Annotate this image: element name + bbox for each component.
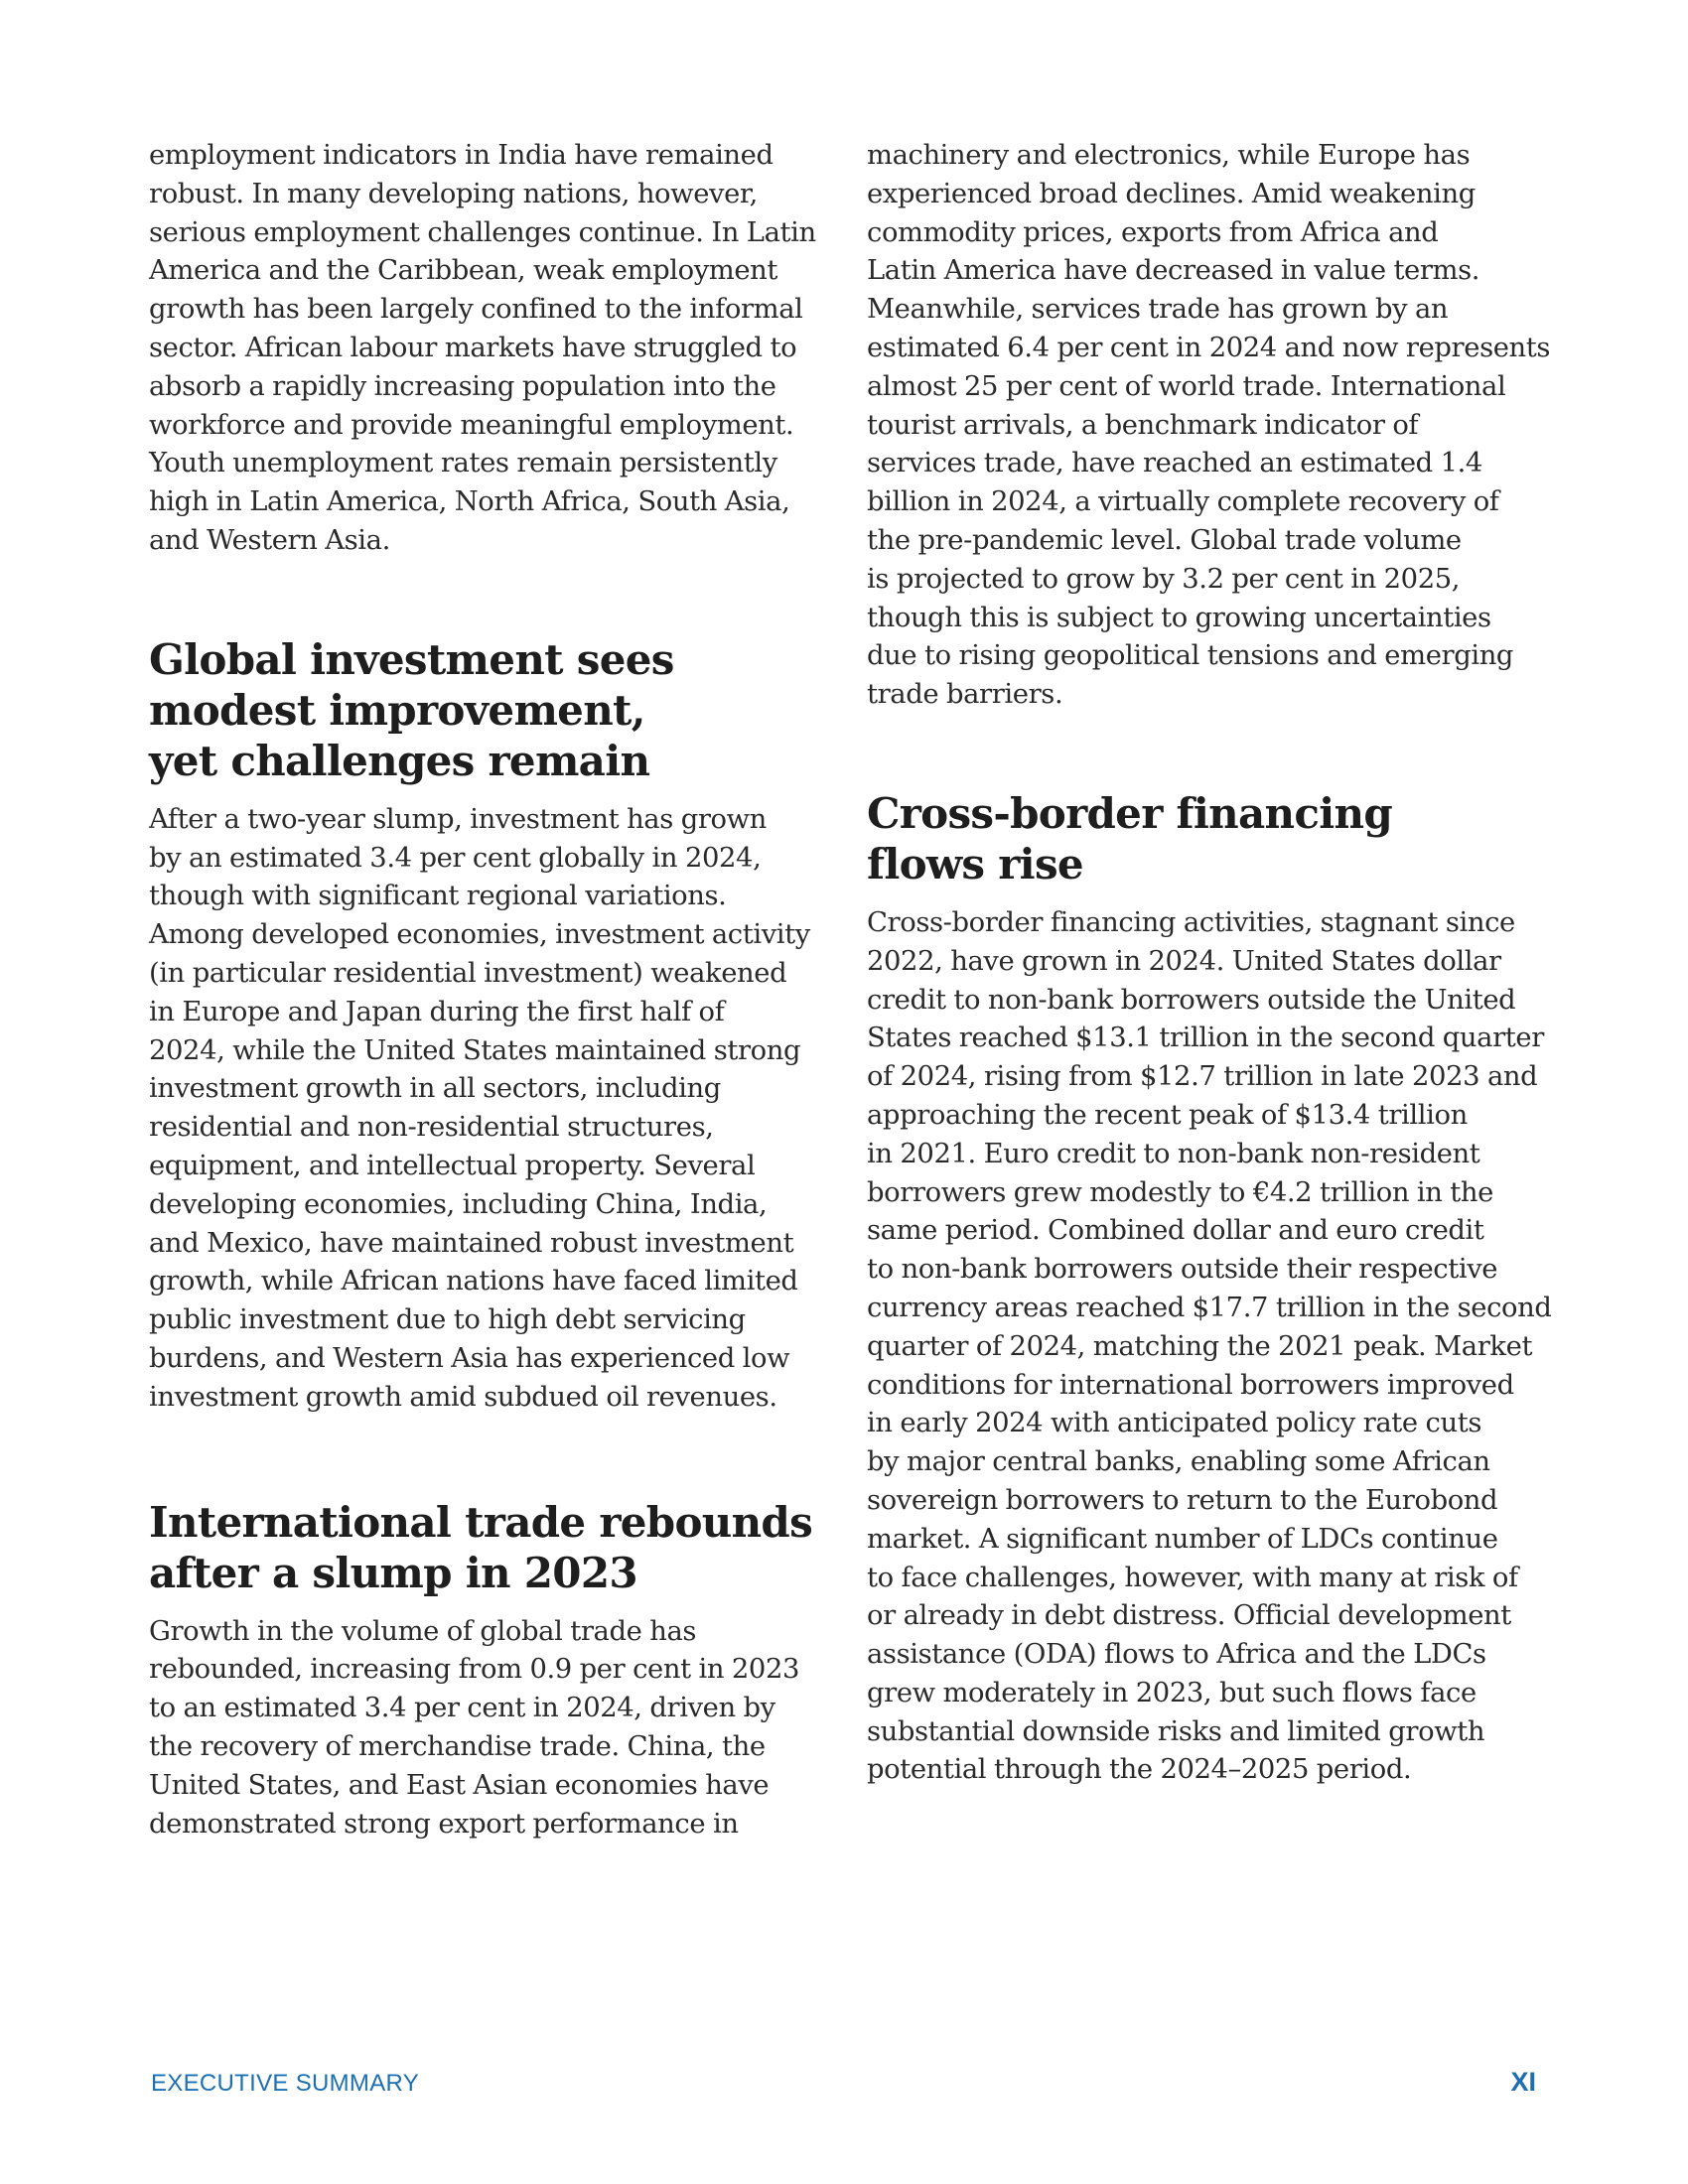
text-line: same period. Combined dollar and euro credit bbox=[867, 1215, 1484, 1247]
text-line: 2022, have grown in 2024. United States dollar bbox=[867, 945, 1501, 977]
text-line: in 2021. Euro credit to non-bank non-resident bbox=[867, 1138, 1480, 1169]
text-line: machinery and electronics, while Europe has bbox=[867, 140, 1471, 171]
text-line: Among developed economies, investment activity bbox=[149, 919, 810, 951]
text-line: and Western Asia. bbox=[149, 524, 390, 556]
text-line: sector. African labour markets have struggled to bbox=[149, 332, 797, 363]
text-line: employment indicators in India have remained bbox=[149, 140, 774, 171]
footer-section-label: EXECUTIVE SUMMARY bbox=[151, 2070, 420, 2097]
text-line: to face challenges, however, with many at risk of bbox=[867, 1562, 1518, 1593]
text-line: residential and non-residential structures, bbox=[149, 1112, 714, 1144]
text-line: growth has been largely confined to the informal bbox=[149, 294, 803, 326]
text-line: States reached $13.1 trillion in the second quarter bbox=[867, 1023, 1544, 1054]
text-line: by an estimated 3.4 per cent globally in 2024, bbox=[149, 842, 762, 874]
text-line: tourist arrivals, a benchmark indicator of bbox=[867, 409, 1419, 441]
text-line: grew moderately in 2023, but such flows face bbox=[867, 1677, 1477, 1708]
text-line: After a two-year slump, investment has grown bbox=[149, 803, 767, 835]
text-line: Youth unemployment rates remain persistently bbox=[149, 448, 777, 479]
text-line: in early 2024 with anticipated policy rate cuts bbox=[867, 1408, 1481, 1439]
text-line: commodity prices, exports from Africa and bbox=[867, 216, 1439, 248]
trade-heading bbox=[149, 1497, 824, 1598]
text-line: sovereign borrowers to return to the Eurobond bbox=[867, 1484, 1498, 1516]
text-line: or already in debt distress. Official development bbox=[867, 1600, 1511, 1632]
page-number: XI bbox=[1510, 2067, 1536, 2097]
financing-heading bbox=[867, 788, 1552, 889]
text-line: and Mexico, have maintained robust investment bbox=[149, 1227, 794, 1259]
text-line: estimated 6.4 per cent in 2024 and now represents bbox=[867, 332, 1551, 363]
text-line: potential through the 2024–2025 period. bbox=[867, 1754, 1412, 1786]
text-line: trade barriers. bbox=[867, 679, 1063, 711]
investment-paragraph bbox=[149, 801, 824, 1418]
text-line: public investment due to high debt servicing bbox=[149, 1304, 746, 1336]
right-column bbox=[867, 137, 1552, 1790]
text-line: demonstrated strong export performance in bbox=[149, 1808, 739, 1840]
investment-heading bbox=[149, 634, 824, 786]
text-line: United States, and East Asian economies have bbox=[149, 1769, 770, 1801]
text-line: borrowers grew modestly to €4.2 trillion in the bbox=[867, 1176, 1493, 1208]
text-line: workforce and provide meaningful employment. bbox=[149, 409, 794, 441]
text-line: quarter of 2024, matching the 2021 peak. Market bbox=[867, 1330, 1533, 1362]
text-line: in Europe and Japan during the first half of bbox=[149, 996, 725, 1027]
text-line: Cross-border financing bbox=[867, 788, 1392, 838]
text-line: Latin America have decreased in value terms. bbox=[867, 255, 1480, 287]
text-line: International trade rebounds bbox=[149, 1497, 813, 1547]
financing-paragraph bbox=[867, 904, 1552, 1790]
text-line: by major central banks, enabling some African bbox=[867, 1446, 1490, 1478]
text-line: the recovery of merchandise trade. China, the bbox=[149, 1730, 766, 1762]
text-line: to an estimated 3.4 per cent in 2024, driven by bbox=[149, 1693, 775, 1724]
text-line: though this is subject to growing uncertainties bbox=[867, 602, 1491, 633]
text-line: investment growth amid subdued oil revenues. bbox=[149, 1381, 777, 1413]
text-line: substantial downside risks and limited growth bbox=[867, 1715, 1485, 1747]
text-line: due to rising geopolitical tensions and emerging bbox=[867, 640, 1514, 672]
text-line: 2024, while the United States maintained strong bbox=[149, 1034, 801, 1066]
text-line: robust. In many developing nations, however, bbox=[149, 178, 758, 209]
text-line: though with significant regional variations. bbox=[149, 881, 727, 912]
text-line: equipment, and intellectual property. Several bbox=[149, 1150, 756, 1181]
text-line: of 2024, rising from $12.7 trillion in late 2023 and bbox=[867, 1061, 1538, 1093]
text-line: assistance (ODA) flows to Africa and the LDCs bbox=[867, 1639, 1486, 1671]
text-line: Global investment sees bbox=[149, 634, 674, 684]
text-line: is projected to grow by 3.2 per cent in 2025, bbox=[867, 563, 1461, 595]
text-line: Cross-border financing activities, stagnant since bbox=[867, 906, 1515, 938]
text-line: absorb a rapidly increasing population into the bbox=[149, 370, 776, 402]
left-column bbox=[149, 137, 824, 1843]
trade-continued-paragraph bbox=[867, 137, 1552, 715]
text-line: to non-bank borrowers outside their respective bbox=[867, 1254, 1498, 1286]
text-line: Growth in the volume of global trade has bbox=[149, 1615, 697, 1647]
text-line: developing economies, including China, India, bbox=[149, 1188, 768, 1220]
text-line: America and the Caribbean, weak employment bbox=[149, 255, 778, 287]
text-line: yet challenges remain bbox=[149, 736, 650, 785]
text-line: credit to non-bank borrowers outside the United bbox=[867, 984, 1516, 1016]
text-line: services trade, have reached an estimated 1.4 bbox=[867, 448, 1482, 479]
text-line: approaching the recent peak of $13.4 trillion bbox=[867, 1099, 1468, 1131]
text-line: flows rise bbox=[867, 839, 1083, 888]
text-line: growth, while African nations have faced limited bbox=[149, 1266, 798, 1297]
text-line: high in Latin America, North Africa, South Asia, bbox=[149, 486, 790, 518]
text-line: Meanwhile, services trade has grown by an bbox=[867, 294, 1449, 326]
text-line: market. A significant number of LDCs continue bbox=[867, 1523, 1498, 1555]
trade-paragraph bbox=[149, 1613, 824, 1844]
text-line: after a slump in 2023 bbox=[149, 1548, 637, 1597]
text-line: serious employment challenges continue. In Latin bbox=[149, 216, 816, 248]
text-line: modest improvement, bbox=[149, 685, 645, 735]
text-line: rebounded, increasing from 0.9 per cent in 2023 bbox=[149, 1654, 800, 1686]
text-line: experienced broad declines. Amid weakening bbox=[867, 178, 1476, 209]
text-line: conditions for international borrowers improved bbox=[867, 1369, 1514, 1401]
text-line: billion in 2024, a virtually complete recovery of bbox=[867, 486, 1499, 518]
text-line: burdens, and Western Asia has experienced low bbox=[149, 1342, 790, 1374]
text-line: the pre-pandemic level. Global trade volume bbox=[867, 524, 1462, 556]
text-line: (in particular residential investment) weakened bbox=[149, 957, 787, 989]
employment-paragraph bbox=[149, 137, 824, 561]
text-line: investment growth in all sectors, including bbox=[149, 1073, 721, 1105]
text-line: currency areas reached $17.7 trillion in the second bbox=[867, 1292, 1552, 1323]
text-line: almost 25 per cent of world trade. International bbox=[867, 370, 1506, 402]
